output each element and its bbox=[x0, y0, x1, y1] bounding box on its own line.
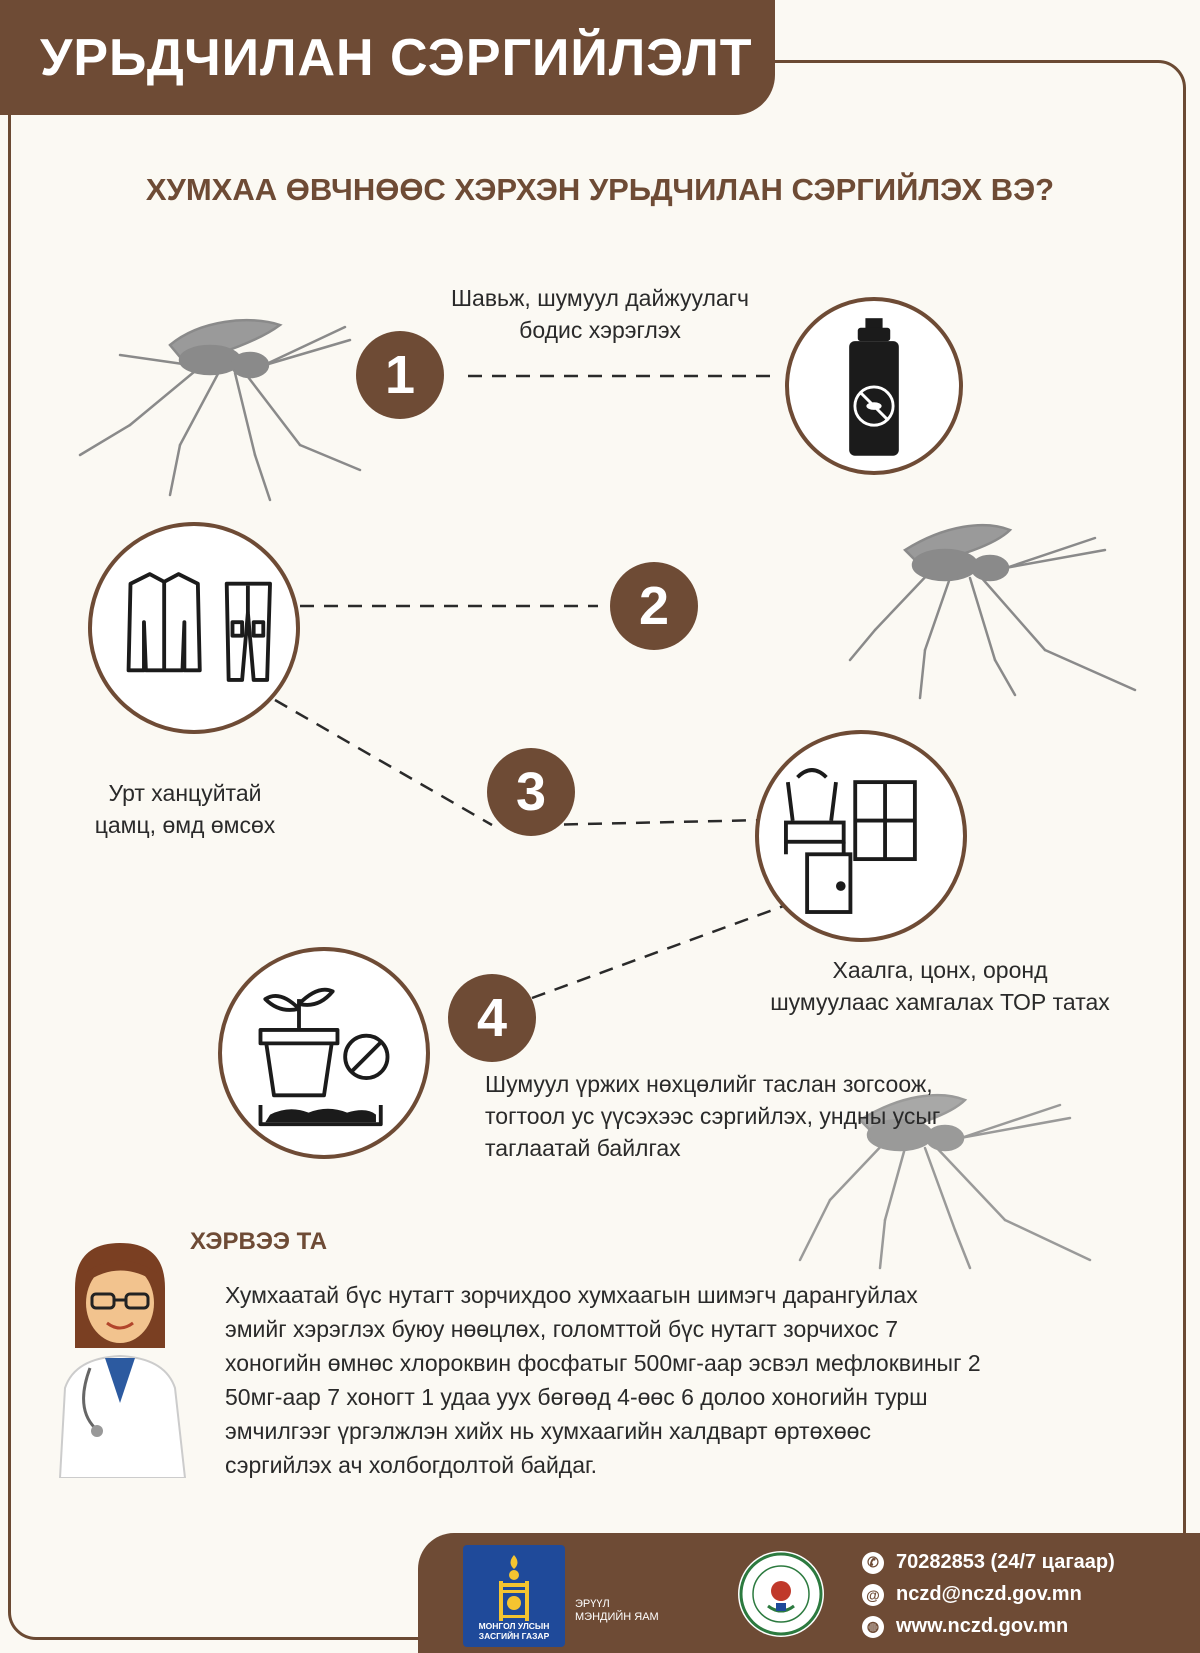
email-address[interactable]: nczd@nczd.gov.mn bbox=[896, 1583, 1082, 1605]
seal-emblem-icon bbox=[738, 1551, 824, 1637]
repellent-spray-icon bbox=[789, 301, 959, 471]
advice-line: 50мг-аар 7 хоногт 1 удаа уух бөгөөд 4-өөс 6 долоо хоногийн турш bbox=[225, 1384, 928, 1410]
advice-line: Хумхаатай бүс нутагт зорчихдоо хумхаагын шимэгч дарангуйлах bbox=[225, 1282, 918, 1308]
step-3-caption-line: Хаалга, цонх, оронд bbox=[832, 957, 1048, 983]
ministry-line: МЭНДИЙН ЯАМ bbox=[575, 1611, 659, 1623]
step-4-number: 4 bbox=[448, 974, 536, 1062]
doctor-icon bbox=[45, 1228, 205, 1478]
main-question: ХУМХАА ӨВЧНӨӨС ХЭРХЭН УРЬДЧИЛАН СЭРГИЙЛЭХ ВЭ? bbox=[145, 172, 1055, 207]
step-2-caption-line: цамц, өмд өмсөх bbox=[94, 812, 276, 838]
step-2-number: 2 bbox=[610, 562, 698, 650]
contact-phone bbox=[862, 1551, 1115, 1574]
step-1-caption-line: Шавьж, шумуул дайжуулагч bbox=[450, 285, 750, 311]
advice-line: эмийг хэрэглэх буюу нөөцлөх, голомттой бүс нутагт зорчихос 7 bbox=[225, 1316, 899, 1342]
nczd-seal-logo bbox=[738, 1551, 824, 1637]
step-4-caption-line: таглаатай байлгах bbox=[485, 1135, 681, 1161]
step-1-icon-circle bbox=[785, 297, 963, 475]
phone-number[interactable]: 70282853 (24/7 цагаар) bbox=[896, 1551, 1115, 1573]
step-4-caption-line: Шумуул үржих нөхцөлийг таслан зогсоож, bbox=[485, 1071, 933, 1097]
clothing-icon bbox=[92, 526, 296, 730]
page-title: УРЬДЧИЛАН СЭРГИЙЛЭЛТ bbox=[40, 28, 753, 87]
title-bar bbox=[0, 0, 775, 115]
step-4-caption-line: тогтоол ус үүсэхээс сэргийлэх, ундны усыг bbox=[485, 1103, 941, 1129]
phone-icon: ✆ bbox=[862, 1552, 884, 1574]
step-2-caption-line: Урт ханцуйтай bbox=[108, 780, 262, 806]
step-4-icon-circle bbox=[218, 947, 430, 1159]
advice-line: эмчилгээг үргэлжлэн хийх нь хумхаагийн халдварт өртөхөөс bbox=[225, 1418, 871, 1444]
step-3-caption-line: шумуулаас хамгалах ТОР татах bbox=[770, 989, 1110, 1015]
contact-website bbox=[862, 1615, 1068, 1638]
step-4-caption bbox=[485, 1068, 1105, 1164]
step-3-icon-circle bbox=[755, 730, 967, 942]
mosquito-icon bbox=[60, 295, 380, 505]
government-logo bbox=[463, 1545, 565, 1647]
ministry-line: ЭРҮҮЛ bbox=[575, 1598, 610, 1610]
email-icon: @ bbox=[862, 1584, 884, 1606]
step-1-number: 1 bbox=[356, 331, 444, 419]
advice-line: сэргийлэх ач холбогдолтой байдаг. bbox=[225, 1452, 597, 1478]
step-2-caption bbox=[55, 777, 315, 841]
gov-logo-label: ЗАСГИЙН ГАЗАР bbox=[478, 1631, 550, 1641]
step-2-icon-circle bbox=[88, 522, 300, 734]
gov-logo-label: МОНГОЛ УЛСЫН bbox=[478, 1621, 550, 1631]
plant-pot-no-water-icon bbox=[222, 951, 426, 1155]
net-door-window-icon bbox=[759, 734, 963, 938]
advice-body bbox=[225, 1278, 1175, 1482]
advice-title: ХЭРВЭЭ ТА bbox=[190, 1228, 328, 1255]
mosquito-icon bbox=[845, 520, 1145, 700]
website-link[interactable]: www.nczd.gov.mn bbox=[896, 1615, 1069, 1637]
step-1-caption-line: бодис хэрэглэх bbox=[519, 317, 681, 343]
advice-line: хоногийн өмнөс хлороквин фосфатыг 500мг-аар эсвэл мефлоквиныг 2 bbox=[225, 1350, 981, 1376]
globe-icon: ◍ bbox=[862, 1616, 884, 1638]
ministry-name bbox=[575, 1598, 659, 1624]
step-1-caption bbox=[410, 282, 790, 346]
contact-email bbox=[862, 1583, 1082, 1606]
step-3-caption bbox=[730, 954, 1150, 1018]
step-3-number: 3 bbox=[487, 748, 575, 836]
